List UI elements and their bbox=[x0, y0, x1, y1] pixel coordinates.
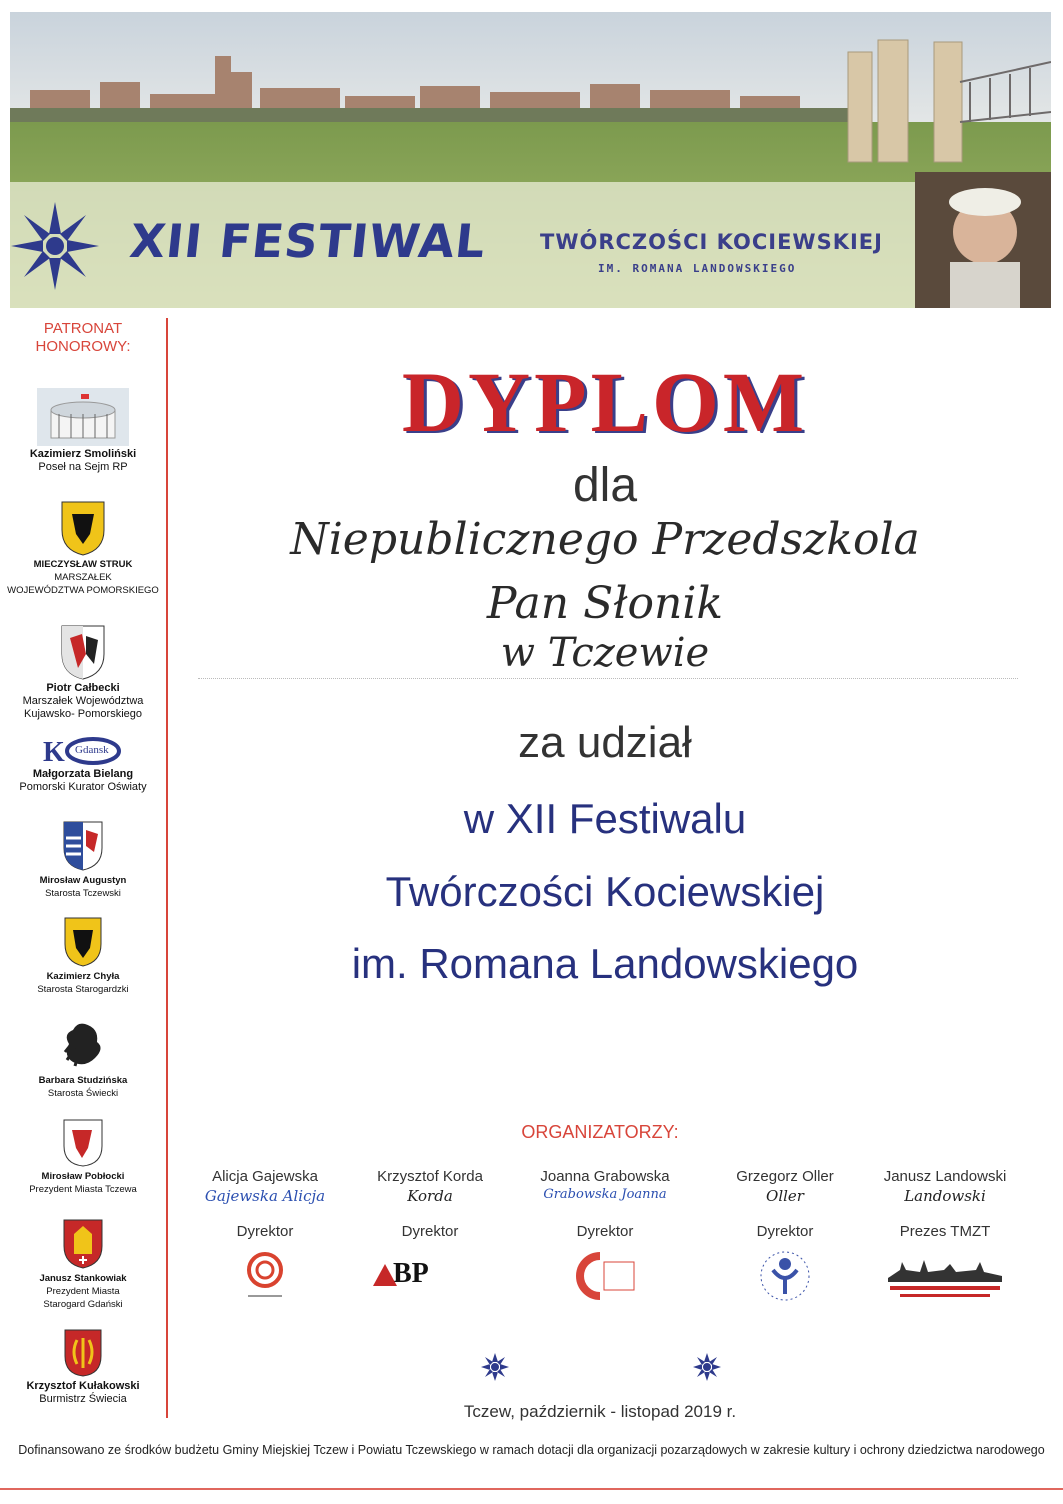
recipient-line3: w Tczewie bbox=[500, 630, 710, 676]
patron-item bbox=[0, 1218, 166, 1311]
sejm-building-icon bbox=[37, 388, 129, 446]
organizer-block bbox=[520, 1168, 690, 1309]
patron-name: Piotr Całbecki bbox=[46, 682, 120, 694]
patron-item bbox=[0, 916, 166, 996]
organizer-name: Krzysztof Korda bbox=[377, 1168, 483, 1185]
cornflower-icon bbox=[480, 1352, 510, 1382]
reason-label: za udział bbox=[518, 718, 692, 767]
funding-note: Dofinansowano ze środków budżetu Gminy Miejskiej Tczew i Powiatu Tczewskiego w ramach dotacji dla organizacji pozarządowych w zakresie kultury i ochrony dziedzictwa narodowego bbox=[18, 1443, 1045, 1457]
organizer-name: Alicja Gajewska bbox=[212, 1168, 318, 1185]
signature: Oller bbox=[766, 1187, 804, 1205]
banner-subtitle: TWÓRCZOŚCI KOCIEWSKIEJ bbox=[540, 230, 883, 254]
patron-name: Kazimierz Chyła bbox=[46, 971, 120, 982]
patron-role: Prezydent Miasta Tczewa bbox=[29, 1184, 137, 1195]
organizer-block bbox=[860, 1168, 1030, 1309]
patron-role: Starosta Tczewski bbox=[45, 888, 121, 899]
organizer-block bbox=[180, 1168, 350, 1309]
patron-name: Kazimierz Smoliński bbox=[29, 448, 137, 460]
svg-text:K: K bbox=[43, 737, 65, 766]
organizer-name: Grzegorz Oller bbox=[736, 1168, 834, 1185]
patronage-heading bbox=[0, 320, 166, 356]
kujawsko-pomorskie-coat-of-arms-icon bbox=[60, 624, 106, 680]
starogard-coat-of-arms-icon bbox=[62, 1218, 104, 1270]
patron-name: Mirosław Augustyn bbox=[39, 875, 127, 886]
patron-role: WOJEWÓDZTWA POMORSKIEGO bbox=[7, 585, 159, 596]
signature: Gajewska Alicja bbox=[204, 1187, 326, 1205]
patron-item bbox=[0, 1118, 166, 1196]
organizer-block bbox=[700, 1168, 870, 1309]
patron-role: MARSZAŁEK bbox=[54, 572, 112, 583]
organizer-role: Dyrektor bbox=[756, 1223, 814, 1240]
patron-name: Mirosław Pobłocki bbox=[41, 1171, 125, 1182]
patron-role: Kujawsko- Pomorskiego bbox=[24, 708, 142, 720]
divider bbox=[198, 678, 1018, 679]
kuratorium-logo-icon bbox=[43, 736, 123, 766]
patron-name: Barbara Studzińska bbox=[38, 1075, 128, 1086]
patron-role: Starogard Gdański bbox=[43, 1299, 123, 1310]
patron-role: Burmistrz Świecia bbox=[39, 1393, 127, 1405]
organizer-name: Janusz Landowski bbox=[883, 1168, 1007, 1185]
recipient-line1: Niepublicznego Przedszkola bbox=[290, 514, 920, 565]
patron-item bbox=[0, 388, 166, 474]
patron-role: Prezydent Miasta bbox=[46, 1286, 120, 1297]
signature: Korda bbox=[407, 1187, 453, 1205]
patron-role: Pomorski Kurator Oświaty bbox=[19, 781, 147, 793]
patron-name: MIECZYSŁAW STRUK bbox=[33, 559, 133, 570]
cornflower-icon bbox=[692, 1352, 722, 1382]
patron-role: Starosta Świecki bbox=[47, 1088, 119, 1099]
patron-name: Małgorzata Bielang bbox=[32, 768, 134, 780]
patron-item bbox=[0, 820, 166, 900]
organizer-role: Dyrektor bbox=[576, 1223, 634, 1240]
for-label: dla bbox=[572, 459, 638, 512]
patron-item bbox=[0, 1328, 166, 1406]
kuratorium-logo-text: Gdansk bbox=[75, 744, 109, 756]
cornflower-icon bbox=[11, 202, 99, 290]
patron-role: Poseł na Sejm RP bbox=[38, 461, 128, 473]
biblioteka-logo-text: BP bbox=[393, 1258, 429, 1289]
patron-item bbox=[0, 500, 166, 597]
starogard-county-coat-of-arms-icon bbox=[63, 916, 103, 968]
organizer-role: Prezes TMZT bbox=[899, 1223, 991, 1240]
patronage-heading-line2: HONOROWY: bbox=[35, 338, 131, 355]
fabryka-sztuk-logo-icon bbox=[240, 1248, 290, 1304]
pomorskie-coat-of-arms-icon bbox=[60, 500, 106, 556]
festival-line2: Twórczości Kociewskiej bbox=[385, 868, 825, 915]
festival-line1: w XII Festiwalu bbox=[463, 795, 747, 842]
tczew-coat-of-arms-icon bbox=[62, 1118, 104, 1168]
date-place: Tczew, październik - listopad 2019 r. bbox=[463, 1402, 737, 1421]
organizer-role: Dyrektor bbox=[236, 1223, 294, 1240]
swiecie-coat-of-arms-icon bbox=[63, 1328, 103, 1378]
festival-line3: im. Romana Landowskiego bbox=[351, 940, 859, 987]
organizer-name: Joanna Grabowska bbox=[540, 1168, 670, 1185]
biblioteka-logo-icon bbox=[345, 1248, 515, 1304]
footer-line bbox=[0, 1488, 1063, 1490]
centrum-kultury-logo-icon bbox=[570, 1248, 640, 1304]
signature: Grabowska Joanna bbox=[543, 1187, 667, 1202]
organizer-role: Dyrektor bbox=[401, 1223, 459, 1240]
recipient-line2: Pan Słonik bbox=[486, 578, 724, 629]
signature: Landowski bbox=[904, 1187, 986, 1205]
festival-banner bbox=[10, 12, 1051, 308]
honorary-patronage-sidebar bbox=[0, 318, 168, 1418]
patronage-heading-line1: PATRONAT bbox=[43, 320, 123, 337]
diploma-heading: DYPLOM bbox=[401, 354, 809, 450]
banner-title: XII FESTIWAL bbox=[127, 214, 489, 268]
organizers-title: ORGANIZATORZY: bbox=[521, 1122, 679, 1142]
patron-item bbox=[0, 624, 166, 721]
swiecie-county-eagle-icon bbox=[55, 1018, 111, 1072]
banner-subtitle-2: IM. ROMANA LANDOWSKIEGO bbox=[598, 262, 797, 275]
stowarzyszenie-logo-icon bbox=[757, 1248, 813, 1304]
patron-role: Marszałek Województwa bbox=[22, 695, 144, 707]
organizer-block bbox=[345, 1168, 515, 1304]
tczew-county-coat-of-arms-icon bbox=[62, 820, 104, 872]
patron-item bbox=[0, 1018, 166, 1100]
patron-name: Krzysztof Kułakowski bbox=[26, 1380, 140, 1392]
patron-item bbox=[0, 736, 166, 794]
tmzt-logo-icon bbox=[880, 1248, 1010, 1304]
patron-role: Starosta Starogardzki bbox=[37, 984, 129, 995]
patron-name: Janusz Stankowiak bbox=[39, 1273, 127, 1284]
